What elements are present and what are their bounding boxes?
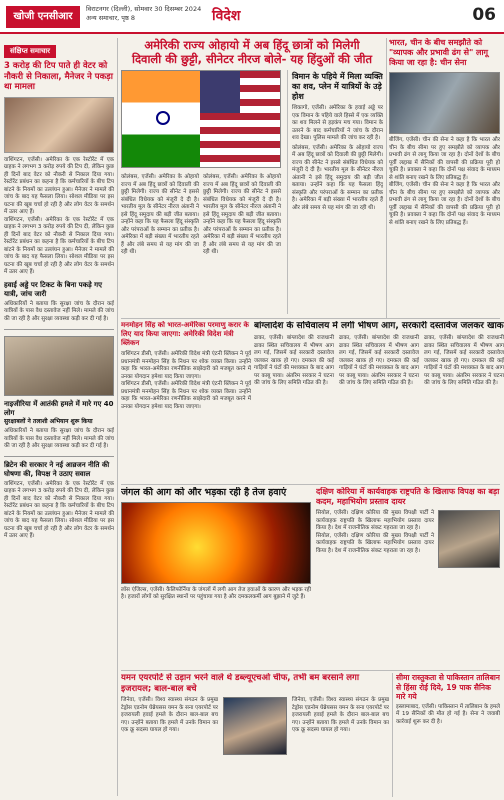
manmohan-body: वाशिंगटन डीसी, एजेंसी। अमेरिकी विदेश मंत्री एंटनी ब्लिंकन ने पूर्व प्रधानमंत्री मनमोहन सिंह के निधन पर शोक व्यक्त किया। उन्होंने कहा कि भारत-अमेरिका रणनीतिक साझेदारी को मजबूत करने में उनका योगदान हमेशा याद किया जाएगा। [121, 351, 251, 380]
side-body-continued: कोलंबस, एजेंसी। अमेरिका के ओहायो राज्य में अब हिंदू छात्रों को दिवाली की छुट्टी मिलेगी। राज्य की सीनेट ने इससे संबंधित विधेयक को मंजूरी दे दी है। भारतीय मूल के सीनेटर नीरज अंतानी ने इसे हिंदू समुदाय की बड़ी जीत बताया। उन्होंने कहा कि यह फैसला हिंदू संस्कृति और परंपराओं के सम्मान का प्रतीक है। अमेरिका में बड़ी संख्या में भारतीय रहते हैं और लंबे समय से यह मांग की जा रही थी। [292, 144, 383, 211]
masthead-meta [86, 5, 206, 23]
main-body-2: कोलंबस, एजेंसी। अमेरिका के ओहायो राज्य में अब हिंदू छात्रों को दिवाली की छुट्टी मिलेगी। राज्य की सीनेट ने इससे संबंधित विधेयक को मंजूरी दे दी है। भारतीय मूल के सीनेटर नीरज अंतानी ने इसे हिंदू समुदाय की बड़ी जीत बताया। उन्होंने कहा कि यह फैसला हिंदू संस्कृति और परंपराओं के सम्मान का प्रतीक है। अमेरिका में बड़ी संख्या में भारतीय रहते हैं और लंबे समय से यह मांग की जा रही थी। [203, 174, 281, 255]
brief2-body: अधिकारियों ने बताया कि सुरक्षा जांच के दौरान कई यात्रियों के पास वैध दस्तावेज नहीं मिले। मामले की जांच की जा रही है और सुरक्षा व्यवस्था कड़ी कर दी गई है। [4, 428, 114, 449]
publication-logo: खोजी एनसीआर [6, 6, 80, 28]
main-story [121, 38, 383, 316]
manmohan-story [121, 321, 251, 481]
page-number: 06 [472, 5, 496, 25]
main-body-1: कोलंबस, एजेंसी। अमेरिका के ओहायो राज्य में अब हिंदू छात्रों को दिवाली की छुट्टी मिलेगी। राज्य की सीनेट ने इससे संबंधित विधेयक को मंजूरी दे दी है। भारतीय मूल के सीनेटर नीरज अंतानी ने इसे हिंदू समुदाय की बड़ी जीत बताया। उन्होंने कहा कि यह फैसला हिंदू संस्कृति और परंपराओं के सम्मान का प्रतीक है। अमेरिका में बड़ी संख्या में भारतीय रहते हैं और लंबे समय से यह मांग की जा रही थी। [121, 174, 199, 255]
korea-headline: दक्षिण कोरिया में कार्यवाहक राष्ट्रपति के खिलाफ विपक्ष का बड़ा कदम, महाभियोग प्रस्ताव दायर [316, 487, 500, 506]
fire-photo [121, 502, 311, 584]
flag-photo [121, 70, 281, 168]
bangladesh-body-1: ढाका, एजेंसी। बांग्लादेश की राजधानी ढाका स्थित सचिवालय में भीषण आग लग गई, जिसमें कई सरकारी दस्तावेज जलकर खाक हो गए। दमकल की कई गाड़ियों ने घंटों की मशक्कत के बाद आग पर काबू पाया। अंतरिम सरकार ने घटना की जांच के लिए समिति गठित की है। [254, 335, 334, 386]
brief3-headline: ब्रिटेन की सरकार ने नई आव्रजन नीति की घोषणा की, विपक्ष ने उठाए सवाल [4, 460, 110, 478]
side-body: शिकागो, एजेंसी। अमेरिका के हवाई अड्डे पर एक विमान के पहिये वाले हिस्से में एक व्यक्ति का शव मिलने से हड़कंप मच गया। विमान के उतरने के बाद कर्मचारियों ने जांच के दौरान शव देखा। पुलिस मामले की जांच कर रही है। [292, 105, 383, 141]
pakistan-body: इस्लामाबाद, एजेंसी। पाकिस्तान में तालिबान के हमले में 19 सैनिकों की मौत हो गई है। सेना ने जवाबी कार्रवाई शुरू कर दी है। [396, 703, 500, 725]
manmohan-headline: मनमोहन सिंह को भारत-अमेरिका परमाणु करार के लिए याद किया जाएगा: अमेरिकी विदेश मंत्री ब्लिंकन [121, 321, 249, 347]
who-photo [223, 697, 287, 755]
main-headline-2: दिवाली की छुट्टी, सीनेटर नीरज बोले- यह हिंदुओं की जीत [131, 52, 373, 66]
side-headline: विमान के पहिये में मिला व्यक्ति का शव, प्लेन में यात्रियों के उड़े होश [292, 72, 383, 101]
brief-kicker: संक्षिप्त समाचार [4, 45, 56, 58]
manmohan-body-continued: वाशिंगटन डीसी, एजेंसी। अमेरिकी विदेश मंत्री एंटनी ब्लिंकन ने पूर्व प्रधानमंत्री मनमोहन सिंह के निधन पर शोक व्यक्त किया। उन्होंने कहा कि भारत-अमेरिका रणनीतिक साझेदारी को मजबूत करने में उनका योगदान हमेशा याद किया जाएगा। [121, 381, 251, 410]
yemen-headline: यमन एयरपोर्ट से उड़ान भरने वाले थे डब्ल्यूएचओ चीफ, तभी बम बरसाने लगा इजरायल; बाल-बाल बचे [121, 673, 360, 694]
bangladesh-headline: बांग्लादेश के सचिवालय में लगी भीषण आग, सरकारी दस्तावेज जलकर खाक [254, 321, 504, 331]
korea-body: सियोल, एजेंसी। दक्षिण कोरिया की मुख्य विपक्षी पार्टी ने कार्यवाहक राष्ट्रपति के खिलाफ महाभियोग प्रस्ताव दायर किया है। देश में राजनीतिक संकट गहराता जा रहा है। [316, 510, 434, 531]
masthead-date: विराटनगर (दिल्ली), सोमवार 30 दिसम्बर 2024 [86, 5, 202, 13]
left-column [4, 38, 114, 796]
china-photo [389, 72, 500, 134]
right-body: बीजिंग, एजेंसी। चीन की सेना ने कहा है कि भारत और चीन के बीच सीमा पर हुए समझौते को व्यापक और प्रभावी ढंग से लागू किया जा रहा है। दोनों देशों के बीच पूर्वी लद्दाख में सैनिकों की वापसी की प्रक्रिया पूरी हो चुकी है। प्रवक्ता ने कहा कि दोनों पक्ष संवाद के माध्यम से शांति बनाए रखने के लिए प्रतिबद्ध हैं। [389, 137, 500, 181]
pakistan-story [396, 673, 500, 797]
yemen-story [121, 673, 389, 797]
fire-body: लॉस एंजिल्स, एजेंसी। कैलिफोर्निया के जंगलों में लगी आग तेज हवाओं के कारण और भड़क रही है। हजारों लोगों को सुरक्षित स्थानों पर पहुंचाया गया है और दमकलकर्मी आग बुझाने में जुटे हैं। [121, 586, 311, 600]
brief-body-continued: वाशिंगटन, एजेंसी। अमेरिका के एक रेस्टोरेंट में एक ग्राहक ने लगभग 3 करोड़ रुपये की टिप दी, लेकिन कुछ ही दिनों बाद वेटर को नौकरी से निकाल दिया गया। रेस्टोरेंट प्रबंधन का कहना है कि कर्मचारियों के बीच टिप बांटने के नियमों का उल्लंघन हुआ। मैनेजर ने मामले की जांच के बाद यह फैसला लिया। सोशल मीडिया पर इस घटना की खूब चर्चा हो रही है और लोग वेटर के समर्थन में उतर आए हैं। [4, 216, 114, 275]
brief-photo-2 [4, 336, 114, 396]
korea-body-continued: सियोल, एजेंसी। दक्षिण कोरिया की मुख्य विपक्षी पार्टी ने कार्यवाहक राष्ट्रपति के खिलाफ महाभियोग प्रस्ताव दायर किया है। देश में राजनीतिक संकट गहराता जा रहा है। [316, 532, 434, 554]
pakistan-headline: सीमा रास्तुकता से पाकिस्तान तालिबान से हिंसा रोई दिये, 19 पाक सैनिक मारे गये [396, 673, 500, 701]
bangladesh-body-3: ढाका, एजेंसी। बांग्लादेश की राजधानी ढाका स्थित सचिवालय में भीषण आग लग गई, जिसमें कई सरकारी दस्तावेज जलकर खाक हो गए। दमकल की कई गाड़ियों ने घंटों की मशक्कत के बाद आग पर काबू पाया। अंतरिम सरकार ने घटना की जांच के लिए समिति गठित की है। [424, 335, 504, 386]
masthead-pages: अन्य समाचार, पृष्ठ 8 [86, 14, 136, 22]
section-title: विदेश [212, 8, 241, 24]
bangladesh-body-2: ढाका, एजेंसी। बांग्लादेश की राजधानी ढाका स्थित सचिवालय में भीषण आग लग गई, जिसमें कई सरकारी दस्तावेज जलकर खाक हो गए। दमकल की कई गाड़ियों ने घंटों की मशक्कत के बाद आग पर काबू पाया। अंतरिम सरकार ने घटना की जांच के लिए समिति गठित की है। [339, 335, 419, 386]
brief-body: वाशिंगटन, एजेंसी। अमेरिका के एक रेस्टोरेंट में एक ग्राहक ने लगभग 3 करोड़ रुपये की टिप दी, लेकिन कुछ ही दिनों बाद वेटर को नौकरी से निकाल दिया गया। रेस्टोरेंट प्रबंधन का कहना है कि कर्मचारियों के बीच टिप बांटने के नियमों का उल्लंघन हुआ। मैनेजर ने मामले की जांच के बाद यह फैसला लिया। सोशल मीडिया पर इस घटना की खूब चर्चा हो रही है और लोग वेटर के समर्थन में उतर आए हैं। [4, 156, 114, 215]
waiter-photo [4, 97, 114, 153]
korea-story [316, 487, 500, 667]
masthead [0, 0, 504, 34]
fire-story [121, 487, 311, 667]
right-headline: भारत, चीन के बीच समझौते को "व्यापक और प्रभावी ढंग से" लागू किया जा रहा है: चीन सेना [389, 38, 489, 67]
main-headline-1: अमेरिकी राज्य ओहायो में अब हिंदू छात्रों को मिलेगी [144, 38, 360, 52]
brief-subhead: हवाई अड्डे पर टिकट के बिना पकड़े गए यात्री, जांच जारी [4, 280, 102, 298]
brief3-body: वाशिंगटन, एजेंसी। अमेरिका के एक रेस्टोरेंट में एक ग्राहक ने लगभग 3 करोड़ रुपये की टिप दी, लेकिन कुछ ही दिनों बाद वेटर को नौकरी से निकाल दिया गया। रेस्टोरेंट प्रबंधन का कहना है कि कर्मचारियों के बीच टिप बांटने के नियमों का उल्लंघन हुआ। मैनेजर ने मामले की जांच के बाद यह फैसला लिया। सोशल मीडिया पर इस घटना की खूब चर्चा हो रही है और लोग वेटर के समर्थन में उतर आए हैं। [4, 480, 114, 539]
right-column [389, 38, 500, 318]
bangladesh-story [254, 321, 504, 481]
brief-body-2: अधिकारियों ने बताया कि सुरक्षा जांच के दौरान कई यात्रियों के पास वैध दस्तावेज नहीं मिले। मामले की जांच की जा रही है और सुरक्षा व्यवस्था कड़ी कर दी गई है। [4, 300, 114, 322]
fire-headline: जंगल की आग को और भड़का रही है तेज हवाएं [121, 487, 287, 498]
brief-headline: 3 करोड़ की टिप पाते ही वेटर को नौकरी से निकाला, मैनेजर ने पकड़ा था मामला [4, 61, 113, 92]
korea-photo [438, 510, 500, 568]
yemen-body-1: जिनेवा, एजेंसी। विश्व स्वास्थ्य संगठन के प्रमुख टेड्रोस एडनोम घेब्रेयसस यमन के सना एयरपोर्ट पर इजरायली हवाई हमले के दौरान बाल-बाल बच गए। उन्होंने बताया कि हमले में उनके विमान का एक क्रू सदस्य घायल हो गया। [121, 697, 218, 733]
yemen-body-2: जिनेवा, एजेंसी। विश्व स्वास्थ्य संगठन के प्रमुख टेड्रोस एडनोम घेब्रेयसस यमन के सना एयरपोर्ट पर इजरायली हवाई हमले के दौरान बाल-बाल बच गए। उन्होंने बताया कि हमले में उनके विमान का एक क्रू सदस्य घायल हो गया। [292, 697, 389, 733]
brief2-subhead: सुरक्षाबलों ने तलाशी अभियान शुरू किया [4, 418, 93, 425]
right-body-continued: बीजिंग, एजेंसी। चीन की सेना ने कहा है कि भारत और चीन के बीच सीमा पर हुए समझौते को व्यापक और प्रभावी ढंग से लागू किया जा रहा है। दोनों देशों के बीच पूर्वी लद्दाख में सैनिकों की वापसी की प्रक्रिया पूरी हो चुकी है। प्रवक्ता ने कहा कि दोनों पक्ष संवाद के माध्यम से शांति बनाए रखने के लिए प्रतिबद्ध हैं। [389, 182, 500, 226]
brief2-headline: नाइजीरिया में आतंकी हमले में मारे गए 40 लोग [4, 400, 114, 417]
